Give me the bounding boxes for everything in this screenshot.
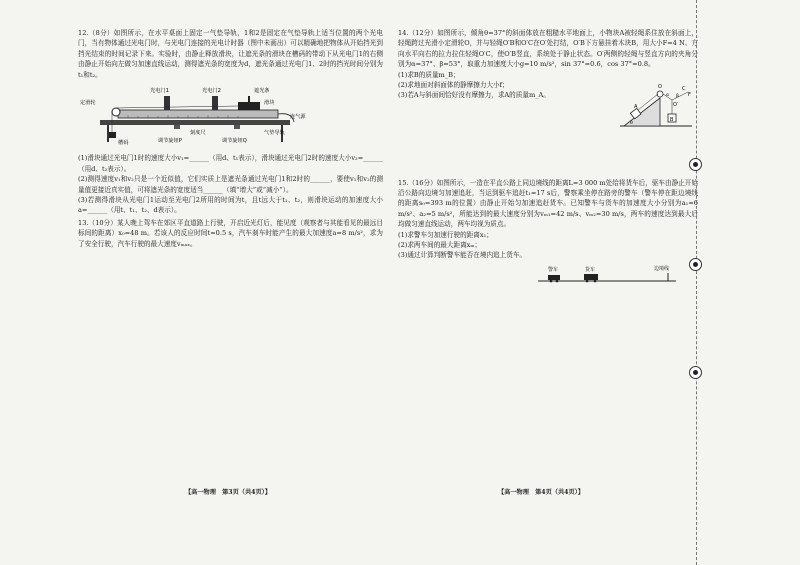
air-track-diagram	[78, 82, 318, 148]
label-theta: θ	[630, 120, 633, 126]
label-weight: 槽码	[118, 140, 129, 147]
q12-body: 12.（8分）如图所示，在水平桌面上固定一气垫导轨，1和2是固定在气垫导轨上适当位置的两个光电门，当有物体通过光电门时，与光电门连接的光电计时器（图中未画出）可以精确地把物体从开始挡光到挡光结束的时间记录下来。实验时，由静止释放滑块，让遮光条的滑块在槽码的带动下从光电门1的右侧由静止开始向左做匀加速直线运动，测得遮光条的宽度为d，遮光条通过光电门1、2时的挡光时间分别为t₁和t₂。	[78, 29, 383, 79]
label-a: A	[634, 103, 638, 110]
q12-sub1: (1)滑块通过光电门1时的速度大小v₁=______（用d、t₁表示），滑块通过光电门2时的速度大小v₂=______（用d、t₂表示）。	[78, 154, 383, 173]
label-rail: 气垫导轨	[264, 130, 285, 137]
road-diagram	[398, 263, 678, 289]
binding-hole-top	[689, 158, 702, 171]
label-border: 边境线	[654, 265, 670, 272]
binding-hole-bottom	[689, 366, 702, 379]
q12-sub3: (3)若测得滑块从光电门1运动至光电门2所用的时间为t，且t远大于t₁、t₂，则滑块运动的加速度大小a=______（用t、t₁、t₂、d表示）。	[78, 196, 383, 215]
label-truck: 货车	[585, 266, 596, 273]
incline-diagram	[620, 70, 692, 130]
label-police-car: 警车	[548, 266, 559, 273]
question-14	[398, 28, 698, 126]
label-knob-p: 调节旋钮P	[158, 138, 182, 145]
question-13	[78, 218, 383, 249]
question-12	[78, 28, 383, 216]
label-door1: 光电门1	[150, 88, 169, 95]
right-column	[398, 28, 698, 294]
left-column	[78, 28, 383, 251]
q12-sub2: (2)测得速度v₁和v₂只是一个近似值，它们实质上是遮光条通过光电门1和2时的______，要使v₁和v₂的测量值更接近真实值，可将遮光条的宽度适当______（填“增大”或“减小”）。	[78, 175, 383, 194]
q14-sub1: (1)求B的质量m_B；	[398, 70, 460, 79]
label-beta: β	[676, 93, 679, 99]
q15-diagram	[398, 263, 698, 292]
label-alpha: α	[666, 92, 669, 98]
page-footer-right: 【高一物理 第4页（共4页）】	[498, 489, 584, 496]
binding-hole-middle	[689, 258, 702, 271]
q15-sub3: (3)通过计算判断警车能否在境内追上货车。	[398, 251, 527, 260]
label-hose: 连气源	[290, 114, 306, 121]
q15-sub2: (2)求两车间的最大距离xₘ；	[398, 241, 482, 250]
label-o-prime: O′	[673, 101, 679, 108]
label-ruler: 刻度尺	[190, 130, 206, 137]
question-15	[398, 178, 698, 293]
q13-body: 13.（10分）某人晚上驾车在郊区平直道路上行驶，开启近光灯后，能见度（观察者与其能看见的最远目标间的距离）x₀=48 m。若该人的反应时间t=0.5 s，汽车刹车时能产生的最大加速度a=8 m/s²，求为了安全行驶，汽车行驶的最大速度vₘₐₓ。	[78, 218, 383, 248]
label-b: B	[670, 116, 674, 123]
q12-diagram	[78, 82, 383, 151]
q15-sub1: (1)求警车匀加速行驶的距离x₁；	[398, 230, 493, 239]
label-c: C	[682, 85, 686, 92]
page-footer-left: 【高一物理 第3页（共4页）】	[185, 489, 271, 496]
binding-line	[696, 0, 697, 565]
label-slider: 滑块	[264, 100, 275, 107]
q15-body: 15.（16分）如图所示，一造在平直公路上同边境线的距离L=3 000 m处给将货车后，驱车由静止开始沿公路向边境匀加速追赶，当运到驱车追赶t₁=17 s后，警察乘坐停在路旁的警车（警车停在距边境线的距离s₀=393 m的位置）由静止开始匀加速追赶货车。已知警车与货车的加速度大小分别为a₁=6 m/s²、a₂=5 m/s²，所能达到的最大速度分别为vₘ₁=42 m/s、vₘ₂=30 m/s，两车的速度达到最大后均做匀速直线运动，两车均视为质点。	[398, 178, 698, 229]
label-pulley: 定滑轮	[80, 100, 96, 107]
label-strip: 遮光条	[254, 88, 270, 95]
label-o: O	[658, 83, 662, 90]
q14-sub3: (3)若A与斜面间恰好没有摩擦力，求A的质量m_A。	[398, 91, 550, 100]
label-door2: 光电门2	[202, 88, 221, 95]
label-f: F	[688, 91, 691, 98]
q14-body: 14.（12分）如图所示，倾角θ=37°的斜面体放在粗糙水平地面上，小物块A被轻绳系住放在斜面上，轻绳跨过光滑小定滑轮O，并与轻绳O′B和O′C在O′处打结，O′B下方悬挂着木块B，用大小F=4 N、方向水平向右的拉力拉住轻绳O′C，使O′B竖直，系统处于静止状态。O′两侧的轻绳与竖直方向的夹角分别为α=37°、β=53°，取重力加速度大小g=10 m/s²，sin 37°=0.6，cos 37°=0.8。	[398, 29, 698, 69]
q14-sub2: (2)求地面对斜面体的静摩擦力大小f；	[398, 81, 509, 90]
label-knob-q: 调节旋钮Q	[222, 138, 247, 145]
